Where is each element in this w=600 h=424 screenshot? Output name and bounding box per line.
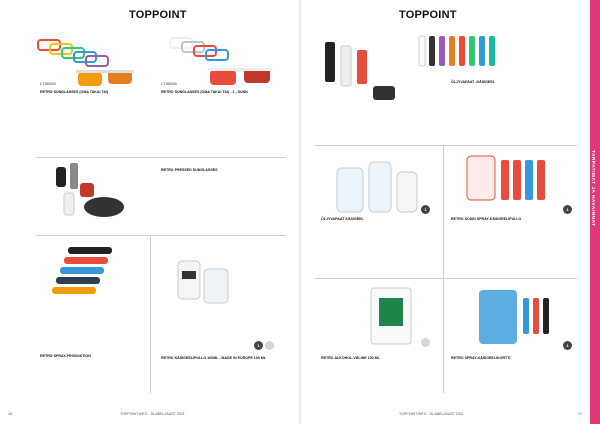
page-footer: TOPPOINT.INFO - DLABELJAUST 2021 [120, 412, 185, 416]
spray-pens-color-image [413, 30, 511, 80]
sunglasses-image [160, 36, 280, 96]
product-title: RETRO ALKOHOL-VÄLINE 100 ML [321, 356, 380, 360]
info-badge: 1 [563, 205, 572, 214]
info-icon [421, 338, 430, 347]
info-badge: 1 [563, 341, 572, 350]
hand-gel-bottles-image [172, 245, 242, 315]
pressed-products-image [52, 163, 142, 229]
left-page [0, 0, 299, 424]
right-page [301, 0, 600, 424]
product-title: RETRO SUNGLASSES (OMA TAKAI TAI) - 1 - SUNN [161, 90, 248, 94]
alcohol-wipe-image [367, 284, 427, 350]
product-code: LT86658 [161, 81, 177, 86]
brand-logo: TOPPOINT [399, 9, 457, 21]
section-divider [36, 157, 286, 158]
info-icon [265, 341, 274, 350]
section-divider [315, 145, 577, 146]
section-divider [36, 235, 286, 236]
page-footer: TOPPOINT.INFO - DLABELJAUST 2021 [399, 412, 464, 416]
sunglasses-multicolor-image [36, 36, 146, 96]
spray-cards-image [461, 150, 571, 215]
page-number: 17 [578, 412, 582, 416]
product-title: RETRO SOSIN SPRAY-KÄSIGEELIPULLO [451, 217, 522, 221]
column-divider [150, 235, 151, 393]
category-sidebar [590, 0, 600, 424]
product-title: RETRO KÄSIGEELIPULLO 100ML - MADE IN EUROPE 100 ML [161, 356, 266, 360]
page-number: 16 [8, 412, 12, 416]
product-title: RETRO SUNGLASSES (OMA TAKAI TAI) [40, 90, 109, 94]
sidebar-label: TARPATIMAT JA HAVAINNAT [591, 150, 596, 227]
product-title: ÖLJYVAPAAT KÄSIGEEL [321, 217, 364, 221]
product-title: ÖLJYVAPAAT -KÄSIGEEL [451, 80, 495, 84]
info-badge: 1 [421, 205, 430, 214]
product-title: RETRO PRESSED SUNGLASSES [161, 168, 218, 172]
spray-pens-image [315, 36, 415, 106]
spray-sticks-image [40, 243, 140, 313]
product-code: LT86655 [40, 81, 56, 86]
spray-card-blue-image [475, 284, 565, 350]
info-badge: 1 [254, 341, 263, 350]
column-divider [443, 145, 444, 393]
section-divider [315, 278, 577, 279]
brand-logo: TOPPOINT [129, 9, 187, 21]
hand-gel-bottles-image [331, 152, 431, 217]
product-title: RETRO SPRAY-PRODUKTION [40, 354, 91, 358]
product-title: RETRO SPRAY-KÄSIGEELIKORTTI [451, 356, 511, 360]
